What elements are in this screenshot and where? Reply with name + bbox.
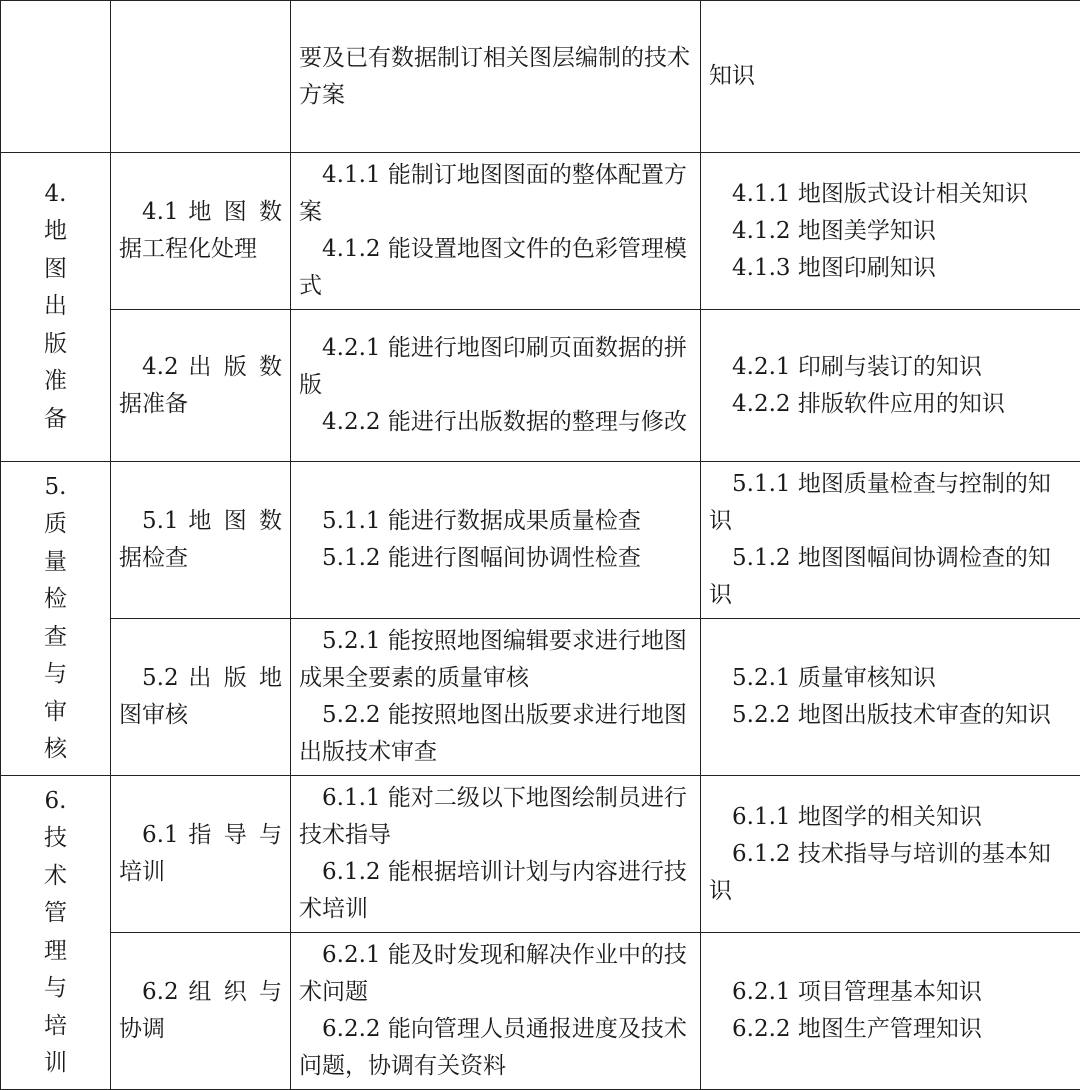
table-row [1, 619, 1080, 776]
category-char: 管 [9, 895, 102, 933]
category-cell [1, 462, 111, 776]
knowledge-item: 4.2.2 排版软件应用的知识 [709, 386, 1072, 423]
knowledge-item: 4.2.1 印刷与装订的知识 [709, 349, 1072, 386]
category-char: 图 [9, 251, 102, 289]
category-char: 培 [9, 1008, 102, 1046]
skill-item: 4.1.2 能设置地图文件的色彩管理模式 [299, 231, 692, 305]
skill-item: 5.2.1 能按照地图编辑要求进行地图成果全要素的质量审核 [299, 623, 692, 697]
category-char: 质 [9, 506, 102, 544]
knowledge-cell [701, 1, 1080, 153]
category-char: 与 [9, 656, 102, 694]
skills-cell [291, 776, 701, 933]
category-char: 出 [9, 288, 102, 326]
skills-cell [291, 619, 701, 776]
knowledge-item: 4.1.2 地图美学知识 [709, 213, 1072, 250]
skill-item: 5.1.1 能进行数据成果质量检查 [299, 503, 692, 540]
skills-cell [291, 1, 701, 153]
subtask-cell [111, 776, 291, 933]
subtask-text: 5.2 出 版 地图审核 [119, 665, 282, 728]
category-char: 审 [9, 694, 102, 732]
knowledge-item: 5.2.2 地图出版技术审查的知识 [709, 697, 1072, 734]
category-char: 术 [9, 858, 102, 896]
subtask-text: 4.1 地 图 数据工程化处理 [119, 199, 282, 262]
skill-item: 4.2.2 能进行出版数据的整理与修改 [299, 404, 692, 441]
knowledge-cell [701, 310, 1080, 462]
category-char: 检 [9, 581, 102, 619]
table-row [1, 310, 1080, 462]
skills-cell [291, 462, 701, 619]
skill-item: 6.1.1 能对二级以下地图绘制员进行技术指导 [299, 780, 692, 854]
knowledge-item: 6.2.1 项目管理基本知识 [709, 974, 1072, 1011]
category-char: 准 [9, 363, 102, 401]
table-row [1, 1, 1080, 153]
skill-item: 4.1.1 能制订地图图面的整体配置方案 [299, 157, 692, 231]
skill-item: 6.2.2 能向管理人员通报进度及技术问题，协调有关资料 [299, 1011, 692, 1085]
knowledge-item: 6.2.2 地图生产管理知识 [709, 1011, 1072, 1048]
category-char: 6. [9, 783, 102, 821]
subtask-text: 6.1 指 导 与培训 [119, 822, 282, 885]
category-char: 备 [9, 401, 102, 439]
skill-item: 6.2.1 能及时发现和解决作业中的技术问题 [299, 937, 692, 1011]
table-row [1, 153, 1080, 310]
table-row [1, 776, 1080, 933]
category-cell [1, 1, 111, 153]
skills-cell [291, 310, 701, 462]
subtask-text: 4.2 出 版 数据准备 [119, 354, 282, 417]
skill-item: 4.2.1 能进行地图印刷页面数据的拼版 [299, 330, 692, 404]
subtask-cell [111, 310, 291, 462]
knowledge-item: 5.1.1 地图质量检查与控制的知识 [709, 466, 1072, 540]
knowledge-text: 知识 [709, 63, 755, 89]
subtask-cell [111, 1, 291, 153]
knowledge-cell [701, 462, 1080, 619]
category-cell [1, 776, 111, 1090]
category-char: 核 [9, 731, 102, 769]
knowledge-cell [701, 153, 1080, 310]
category-cell [1, 153, 111, 462]
subtask-cell [111, 462, 291, 619]
category-char: 理 [9, 933, 102, 971]
table-row [1, 933, 1080, 1090]
subtask-text: 6.2 组 织 与协调 [119, 979, 282, 1042]
skills-cell [291, 153, 701, 310]
knowledge-item: 4.1.3 地图印刷知识 [709, 250, 1072, 287]
category-char: 与 [9, 970, 102, 1008]
knowledge-item: 6.1.2 技术指导与培训的基本知识 [709, 836, 1072, 910]
subtask-cell [111, 153, 291, 310]
category-char: 技 [9, 820, 102, 858]
skill-item: 6.1.2 能根据培训计划与内容进行技术培训 [299, 854, 692, 928]
knowledge-cell [701, 619, 1080, 776]
knowledge-cell [701, 776, 1080, 933]
skills-cell [291, 933, 701, 1090]
category-char: 训 [9, 1045, 102, 1083]
table-row [1, 462, 1080, 619]
category-char: 查 [9, 619, 102, 657]
subtask-cell [111, 619, 291, 776]
skill-item: 5.2.2 能按照地图出版要求进行地图出版技术审查 [299, 697, 692, 771]
knowledge-item: 5.2.1 质量审核知识 [709, 660, 1072, 697]
knowledge-item: 6.1.1 地图学的相关知识 [709, 799, 1072, 836]
subtask-text: 5.1 地 图 数据检查 [119, 508, 282, 571]
category-char: 版 [9, 326, 102, 364]
skills-text: 要及已有数据制订相关图层编制的技术方案 [299, 45, 690, 108]
category-char: 量 [9, 544, 102, 582]
category-char: 地 [9, 213, 102, 251]
category-char: 4. [9, 176, 102, 214]
knowledge-item: 5.1.2 地图图幅间协调检查的知识 [709, 540, 1072, 614]
skill-item: 5.1.2 能进行图幅间协调性检查 [299, 540, 692, 577]
knowledge-item: 4.1.1 地图版式设计相关知识 [709, 176, 1072, 213]
knowledge-cell [701, 933, 1080, 1090]
subtask-cell [111, 933, 291, 1090]
category-char: 5. [9, 469, 102, 507]
